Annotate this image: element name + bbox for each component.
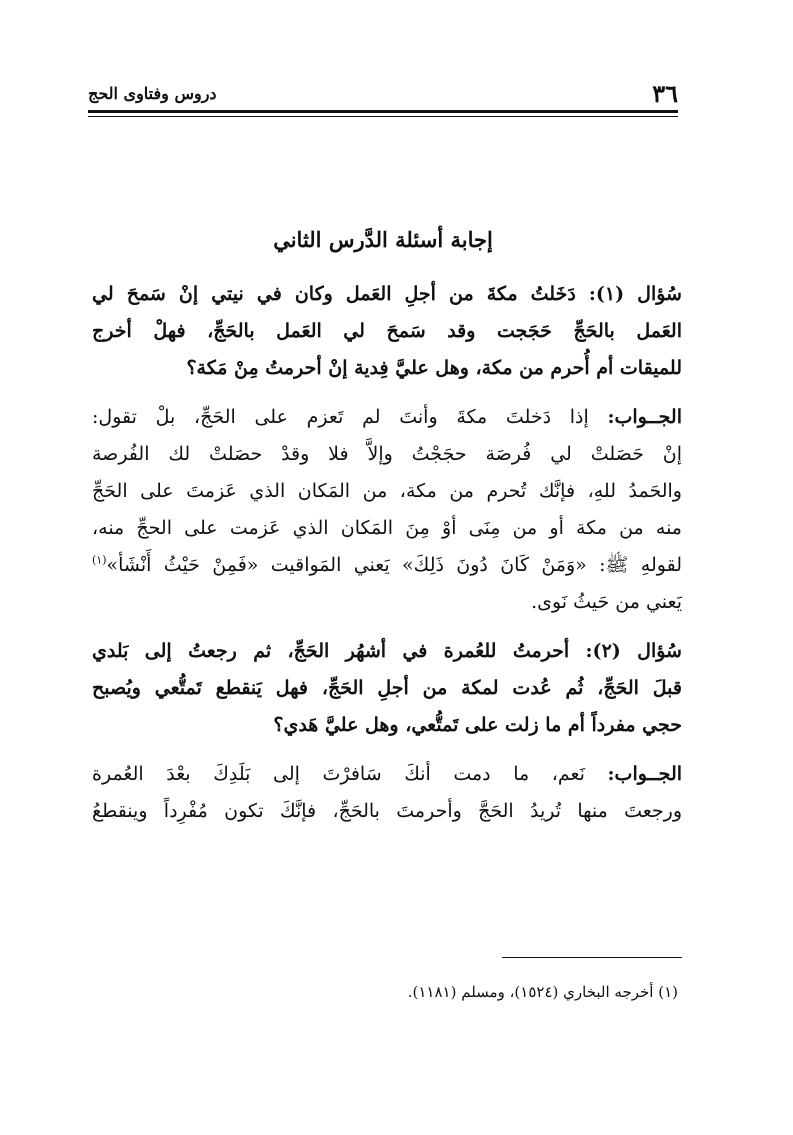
page-header (88, 80, 678, 108)
footnote-rule (502, 957, 682, 958)
section-title: إجابة أسئلة الدَّرس الثاني (273, 227, 493, 252)
answer-1-line-4: منه من مكة أو من مِنَى أوْ مِنَ المَكان الذي عَزمت على الحجِّ منه، (92, 517, 682, 539)
page-number: ٣٦ (652, 79, 678, 108)
question-2-line-2: قبلَ الحَجِّ، ثُم عُدت لمكة من أجلِ الحَجِّ، فهل يَنقطع تَمتُّعي ويُصبح (92, 677, 682, 699)
footnote: (١) أخرجه البخاري (١٥٢٤)، ومسلم (١١٨١). (407, 983, 678, 1001)
running-title: دروس وفتاوى الحج (88, 84, 217, 103)
question-1-line-3: للميقات أم أُحرم من مكة، وهل عليَّ فِدية إنْ أحرمتُ مِنْ مَكة؟ (186, 357, 682, 379)
body-text (92, 276, 682, 842)
answer-1-line-3: والحَمدُ للهِ، فإنَّك تُحرم من مكة، من المَكان الذي عَزمتَ على الحَجِّ (92, 480, 682, 502)
question-1 (92, 276, 682, 387)
answer-1-line-2: إنْ حَصَلتْ لي فُرصَة حجَجْتُ وإلاَّ فلا وقدْ حصَلتْ لك الفُرصة (92, 443, 682, 465)
question-1-lead: سُؤال (١): (588, 283, 682, 305)
answer-2-line-2: ورجعتَ منها تُريدُ الحَجَّ وأحرمتَ بالحَجِّ، فإنَّكَ تكون مُفْرِداً وينقطعُ (92, 800, 682, 822)
answer-1 (92, 399, 682, 621)
answer-1-line-5: لقولهِ ﷺ: «وَمَنْ كَانَ دُونَ ذَلِكَ» يَعني المَواقيت «فَمِنْ حَيْثُ أَنْشَأ»$^{(١)}$ (92, 553, 682, 576)
header-rule-thick (88, 110, 678, 113)
answer-2-lead: الجــواب: (607, 763, 683, 785)
question-2-line-3: حجي مفرداً أم ما زلت على تَمتُّعي، وهل عليَّ هَدي؟ (273, 714, 682, 736)
footnote-marker: (١) (92, 553, 107, 567)
question-2-line-1: سُؤال (٢): أحرمتُ للعُمرة في أشهُر الحَجِّ، ثم رجعتُ إلى بَلدي (92, 640, 682, 662)
answer-1-line-1: الجــواب: إذا دَخلتَ مكةَ وأنتَ لم تَعزم على الحَجِّ، بلْ تقول: (92, 406, 682, 428)
answer-1-line-6: يَعني من حَيثُ نَوى. (531, 591, 682, 613)
question-2 (92, 633, 682, 744)
question-2-lead: سُؤال (٢): (585, 640, 682, 662)
header-rule-thin (88, 116, 678, 117)
question-1-line-1: سُؤال (١): دَخَلتُ مكةَ من أجلِ العَمل وكان في نيتي إنْ سَمحَ لي (92, 283, 682, 305)
question-1-line-2: العَمل بالحَجِّ حَجَجت وقد سَمحَ لي العَمل بالحَجِّ، فهلْ أخرج (92, 320, 682, 342)
answer-1-lead: الجــواب: (607, 406, 682, 428)
answer-2 (92, 756, 682, 830)
answer-2-line-1: الجــواب: نَعم، ما دمت أنكَ سَافرْتَ إلى بَلَدِكَ بعْدَ العُمرة (92, 763, 683, 785)
